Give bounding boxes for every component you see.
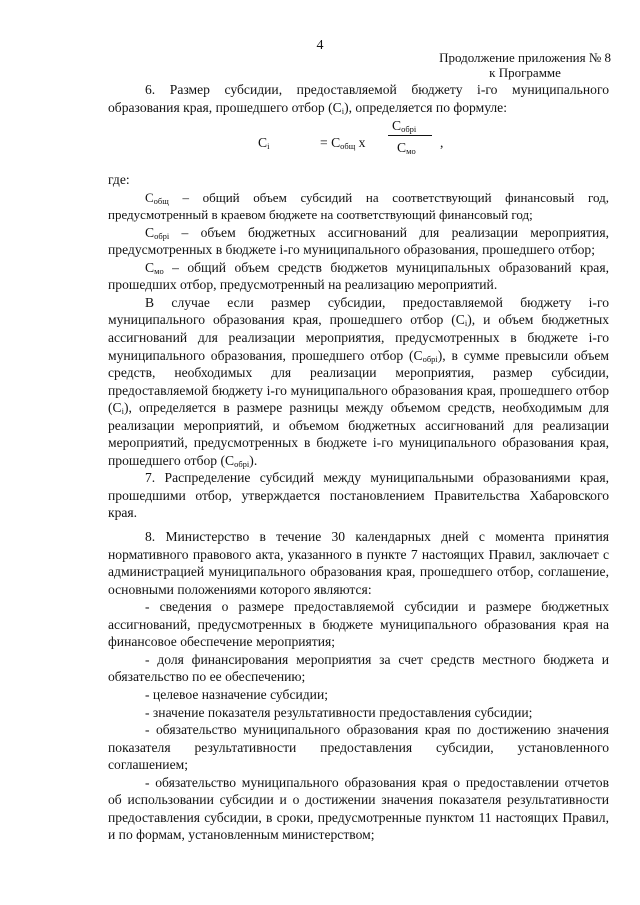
paragraph-case: В случае если размер субсидии, предоставляемой бюджету i-го муниципального образования края, прошедшего отбор $(C_i)$, и объем бюджетных ассигнований для реализации мероприятия, предусмотренных в бюджете i-го муниципального образования, прошедшего отбор $(C_{обрi})$, в сумме превысили объем средств, необходимых для реализации мероприятия, размер субсидии, предоставляемой бюджету i-го муниципального образования края, прошедшего отбор $(C_i)$, определяется в размере разницы между объемом средств, необходимым для реализации мероприятий, и объемом бюджетных ассигнований для реализации мероприятий, предусмотренных в бюджете i-го муниципального образования края, прошедшего отбор $(C_{обрi})$. — [108, 294, 610, 469]
document-body — [108, 81, 609, 844]
paragraph-6: 6. Размер субсидии, предоставляемой бюджету i-го муниципального образования края, прошедшего отбор $(C_i)$, определяется по формуле: — [108, 82, 609, 116]
appendix-header-line-2: к Программе — [489, 65, 561, 80]
where-label: где: — [108, 172, 130, 188]
formula-denominator: $C_{мо}$ — [397, 140, 416, 157]
agreement-item-3: - целевое назначение субсидии; — [145, 686, 329, 702]
formula-comma: , — [440, 135, 444, 151]
formula-lhs: $C_i$ — [258, 135, 270, 152]
formula-numerator: $C_{обрi}$ — [392, 118, 417, 135]
definition-municipal-budget: $C_{обрi}$ – объем бюджетных ассигнований для реализации мероприятия, предусмотренных в бюджете i-го муниципального образования, прошедшего отбор; — [108, 224, 609, 258]
page-number: 4 — [316, 38, 324, 53]
paragraph-7: 7. Распределение субсидий между муниципальными образованиями края, прошедшими отбор, утверждается постановлением Правительства Хабаровского края. — [108, 470, 609, 521]
agreement-item-4: - значение показателя результативности предоставления субсидии; — [145, 704, 533, 720]
agreement-item-5: - обязательство муниципального образования края по достижению значения показателя результативности предоставления субсидии, установленного соглашением; — [108, 722, 609, 773]
definition-all-municipalities: $C_{мо}$ – общий объем средств бюджетов муниципальных образований края, прошедших отбор, предусмотренный на реализацию мероприятий. — [108, 259, 609, 293]
subsidy-formula — [108, 116, 609, 168]
formula-fraction-line — [388, 135, 432, 136]
appendix-header-line-1: Продолжение приложения № 8 — [439, 50, 611, 65]
formula-total: = $C_{общ}$ x — [320, 135, 366, 152]
agreement-item-2: - доля финансирования мероприятия за счет средств местного бюджета и обязательство по ее обеспечению; — [108, 651, 609, 685]
agreement-item-1: - сведения о размере предоставляемой субсидии и размере бюджетных ассигнований, предусмотренных в бюджете муниципального образования края на финансовое обеспечение мероприятия; — [108, 599, 609, 650]
definition-total: $C_{общ}$ – общий объем субсидий на соответствующий финансовый год, предусмотренный в краевом бюджете на соответствующий финансовый год; — [108, 189, 609, 223]
paragraph-8: 8. Министерство в течение 30 календарных дней с момента принятия нормативного правового акта, указанного в пункте 7 настоящих Правил, заключает с администрацией муниципального образования края, прошедшего отбор, соглашение, основными положениями которого являются: — [108, 529, 609, 597]
appendix-header — [439, 50, 611, 80]
agreement-item-6: - обязательство муниципального образования края о предоставлении отчетов об использовании субсидии и о достижении значения показателя результативности предоставления субсидии, в сроки, предусмотренные пунктом 11 настоящих Правил, и по формам, установленным министерством; — [108, 774, 609, 843]
